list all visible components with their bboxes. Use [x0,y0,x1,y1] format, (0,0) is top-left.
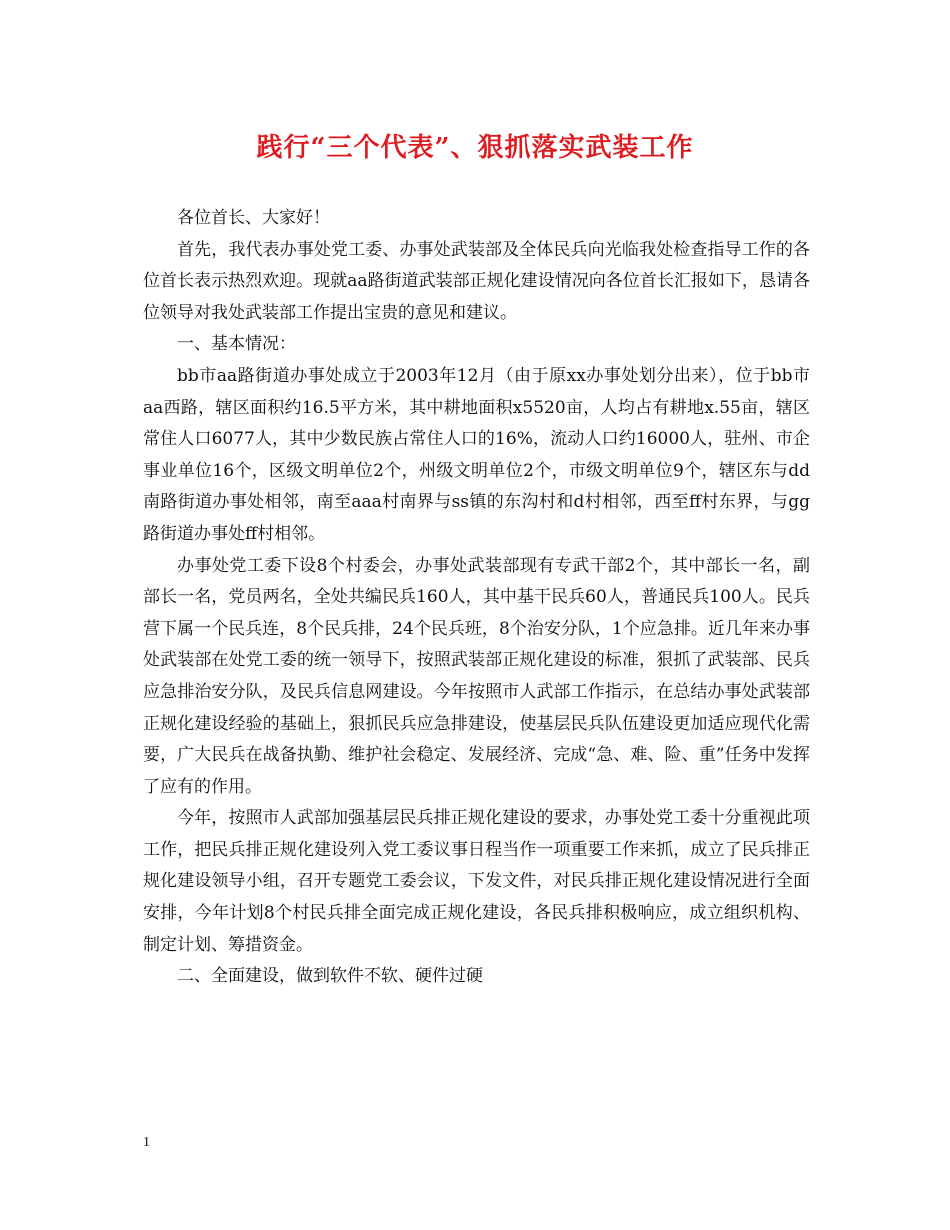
document-body [143,203,810,993]
paragraph-militia-organization: 办事处党工委下设8个村委会，办事处武装部现有专武干部2个，其中部长一名，副部长一名，党员两名，全处共编民兵160人，其中基干民兵60人，普通民兵100人。民兵营下属一个民兵连，8个民兵排，24个民兵班，8个治安分队，1个应急排。近几年来办事处武装部在处党工委的统一领导下，按照武装部正规化建设的标准，狠抓了武装部、民兵应急排治安分队，及民兵信息网建设。今年按照市人武部工作指示，在总结办事处武装部正规化建设经验的基础上，狠抓民兵应急排建设，使基层民兵队伍建设更加适应现代化需要，广大民兵在战备执勤、维护社会稳定、发展经济、完成“急、难、险、重”任务中发挥了应有的作用。 [143,555,810,797]
paragraph-introduction: 首先，我代表办事处党工委、办事处武装部及全体民兵向光临我处检查指导工作的各位首长表示热烈欢迎。现就aa路街道武装部正规化建设情况向各位首长汇报如下，恳请各位领导对我处武装部工作提出宝贵的意见和建议。 [143,239,810,323]
section-heading-basic-situation: 一、基本情况： [177,334,296,355]
paragraph-greeting: 各位首长、大家好！ [177,208,330,228]
document-title: 践行“三个代表”、狠抓落实武装工作 [256,133,694,163]
paragraph-office-overview: bb市aa路街道办事处成立于2003年12月（由于原xx办事处划分出来），位于bb市aa西路，辖区面积约16.5平方米，其中耕地面积x5520亩，人均占有耕地x.55亩，辖区常住人口6077人，其中少数民族占常住人口的16%，流动人口约16000人，驻州、市企事业单位16个，区级文明单位2个，州级文明单位2个，市级文明单位9个，辖区东与dd南路街道办事处相邻，南至aaa村南界与ss镇的东沟村和d村相邻，西至ff村东界，与gg路街道办事处ff村相邻。 [143,365,810,544]
section-heading-comprehensive-construction: 二、全面建设，做到软件不软、硬件过硬 [177,966,483,987]
page-number: 1 [143,1135,150,1150]
paragraph-this-year-plan: 今年，按照市人武部加强基层民兵排正规化建设的要求，办事处党工委十分重视此项工作，把民兵排正规化建设列入党工委议事日程当作一项重要工作来抓，成立了民兵排正规化建设领导小组，召开专题党工委会议，下发文件，对民兵排正规化建设情况进行全面安排，今年计划8个村民兵排全面完成正规化建设，各民兵排积极响应，成立组织机构、制定计划、筹措资金。 [143,808,810,955]
